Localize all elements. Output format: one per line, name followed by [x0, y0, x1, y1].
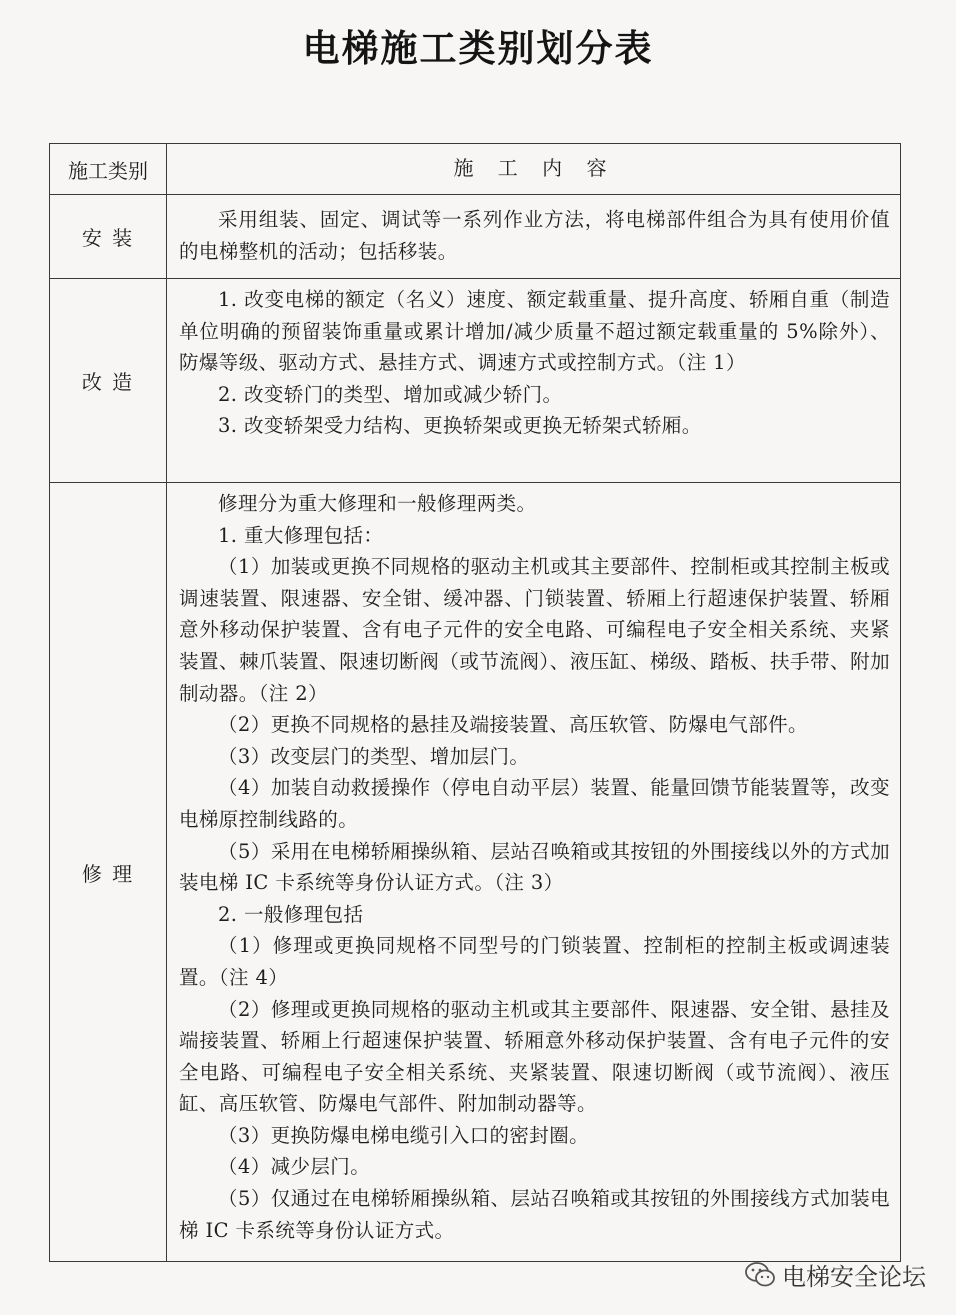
paragraph: 修理分为重大修理和一般修理两类。: [218, 492, 537, 515]
content-repair: [167, 483, 900, 1261]
header-content: 施 工 内 容: [453, 156, 616, 181]
watermark-text: 电梯安全论坛: [782, 1263, 926, 1291]
table-row-install: [50, 195, 900, 279]
table-row-repair: [50, 483, 900, 1261]
category-renovate: 改 造: [50, 279, 167, 482]
table-row-renovate: [50, 279, 900, 483]
content-renovate: [167, 279, 900, 482]
paragraph: 2. 改变轿门的类型、增加或减少轿门。: [218, 382, 563, 406]
paragraph: 1. 改变电梯的额定（名义）速度、额定载重量、提升高度、轿厢自重（制造单位明确的预留装饰重量或累计增加/减少质量不超过额定载重量的 5%除外）、防爆等级、驱动方式、悬挂方式、调速方式或控制方式。（注 1）: [179, 288, 890, 375]
paragraph: （5）采用在电梯轿厢操纵箱、层站召唤箱或其按钮的外围接线以外的方式加装电梯 IC 卡系统等身份认证方式。（注 3）: [179, 839, 890, 895]
category-install: 安 装: [50, 195, 167, 278]
paragraph: （5）仅通过在电梯轿厢操纵箱、层站召唤箱或其按钮的外围接线方式加装电梯 IC 卡系统等身份认证方式。: [179, 1187, 890, 1242]
paragraph: （1）修理或更换同规格不同型号的门锁装置、控制柜的控制主板或调速装置。（注 4）: [179, 934, 890, 989]
paragraph: （2）更换不同规格的悬挂及端接装置、高压软管、防爆电气部件。: [218, 713, 808, 737]
paragraph: （3）改变层门的类型、增加层门。: [218, 744, 530, 768]
paragraph: （4）加装自动救援操作（停电自动平层）装置、能量回馈节能装置等，改变电梯原控制线路的。: [179, 776, 890, 831]
paragraph: （4）减少层门。: [218, 1155, 371, 1179]
paragraph: 3. 改变轿架受力结构、更换轿架或更换无轿架式轿厢。: [218, 414, 702, 438]
page-title: 电梯施工类别划分表: [302, 26, 654, 70]
paragraph: 采用组装、固定、调试等一系列作业方法，将电梯部件组合为具有使用价值的电梯整机的活动；包括移装。: [179, 208, 890, 263]
construction-category-table: [49, 143, 901, 1262]
watermark: [744, 1257, 926, 1292]
table-header-row: [50, 144, 900, 195]
category-repair: 修 理: [50, 483, 167, 1261]
paragraph: 2. 一般修理包括: [218, 902, 364, 926]
header-category: 施工类别: [50, 144, 167, 194]
paragraph: （2）修理或更换同规格的驱动主机或其主要部件、限速器、安全钳、悬挂及端接装置、轿厢上行超速保护装置、轿厢意外移动保护装置、含有电子元件的安全电路、可编程电子安全相关系统、夹紧装置、限速切断阀（或节流阀）、液压缸、高压软管、防爆电气部件、附加制动器等。: [179, 997, 890, 1116]
paragraph: （1）加装或更换不同规格的驱动主机或其主要部件、控制柜或其控制主板或调速装置、限速器、安全钳、缓冲器、门锁装置、轿厢上行超速保护装置、轿厢意外移动保护装置、含有电子元件的安全电路、可编程电子安全相关系统、夹紧装置、棘爪装置、限速切断阀（或节流阀）、液压缸、梯级、踏板、扶手带、附加制动器。（注 2）: [179, 555, 890, 705]
wechat-icon: [744, 1261, 776, 1289]
paragraph: 1. 重大修理包括：: [218, 523, 384, 547]
content-install: [167, 195, 900, 278]
paragraph: （3）更换防爆电梯电缆引入口的密封圈。: [218, 1123, 590, 1147]
